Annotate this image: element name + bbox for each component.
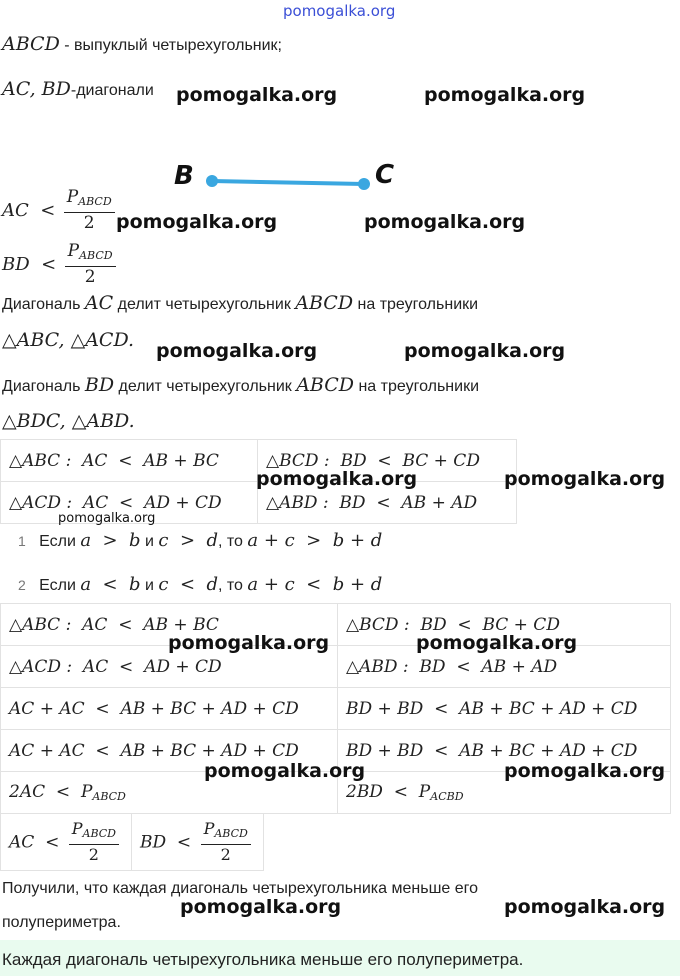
watermark[interactable]: pomogalka.org [364,211,526,233]
watermark[interactable]: pomogalka.org [176,84,338,106]
table-cell [1,814,132,871]
result-den: 2 [88,844,99,864]
paragraph-diagonal-bd [2,374,479,396]
ineq-bd-fraction [65,242,116,287]
para1-math-1: AC [84,292,114,314]
list-word: , то [218,577,248,594]
watermark[interactable]: pomogalka.org [204,760,366,782]
result-p: P [71,818,83,838]
list-math: a + c < b + d [247,574,383,595]
para2-math-2: ABCD [296,374,355,396]
watermark[interactable]: pomogalka.org [116,211,278,233]
result-sub: ABCD [82,826,116,840]
label-c: C [375,160,395,190]
ineq-bd-p: P [67,241,80,261]
diagonals-names: AC, BD [2,78,71,100]
intro-line-2 [2,78,154,100]
table-cell: △ABC : AC < AB + BC [1,440,258,482]
ineq-bd-sub: ABCD [79,249,113,262]
ineq-bd-lhs: BD < [2,254,57,275]
table-cell [131,814,263,871]
intro-text-1: - выпуклый четырехугольник; [59,37,282,54]
list-math: c > d [158,530,218,551]
table-cell: △BCD : BD < BC + CD [338,604,671,646]
ineq-ac [2,188,119,233]
result-lhs: BD < [139,832,192,852]
table-cell: △ACD : AC < AD + CD [1,482,258,524]
result-p: P [203,818,215,838]
watermark[interactable]: pomogalka.org [180,896,342,918]
segment-figure [170,160,410,200]
watermark[interactable]: pomogalka.org [416,632,578,654]
watermark[interactable]: pomogalka.org [504,760,666,782]
para2-post: на треугольники [354,378,479,395]
watermark[interactable]: pomogalka.org [424,84,586,106]
table-cell-sub: ABCD [92,790,126,803]
watermark[interactable]: pomogalka.org [504,468,666,490]
list-math: a > b [80,530,141,551]
list-word: Если [39,577,81,594]
list-word: Если [39,533,81,550]
watermark-top[interactable]: pomogalka.org [283,2,396,20]
para1-math-2: ABCD [295,292,354,314]
para2-mid: делит четырехугольник [114,378,297,395]
list-item [18,530,382,551]
para2-pre: Диагональ [2,378,85,395]
result-lhs: AC < [9,832,60,852]
table-cell: AC + AC < AB + BC + AD + CD [1,730,338,772]
watermark[interactable]: pomogalka.org [404,340,566,362]
para1-mid: делит четырехугольник [113,296,296,313]
point-b-dot [206,175,218,187]
ineq-ac-lhs: AC < [2,200,56,221]
para2-math-1: BD [84,374,115,396]
segment-bc-drawing [170,160,410,200]
list-word: , то [218,533,248,550]
ineq-ac-sub: ABCD [78,195,112,208]
ineq-bd [2,242,120,287]
result-fraction [69,820,119,865]
triangles-1: △ABC, △ACD. [2,329,135,351]
table-cell-lhs: 2BD < P [346,782,431,802]
table-cell: BD + BD < AB + BC + AD + CD [338,730,671,772]
table-row [1,814,264,871]
intro-line-1 [2,33,282,55]
quad-name: ABCD [2,33,60,55]
list-math: c < d [158,574,218,595]
watermark[interactable]: pomogalka.org [168,632,330,654]
list-math: a + c > b + d [247,530,383,551]
ineq-ac-fraction [64,188,115,233]
table-cell: AC + AC < AB + BC + AD + CD [1,688,338,730]
table-cell: △BCD : BD < BC + CD [258,440,517,482]
list-item [18,574,382,595]
result-fraction [201,820,251,865]
conclusion-line-2: полупериметра. [2,914,121,931]
paragraph-diagonal-ac [2,292,478,314]
table-cell: BD + BD < AB + BC + AD + CD [338,688,671,730]
triangles-2: △BDC, △ABD. [2,410,135,432]
list-word: и [140,533,159,550]
label-b: B [174,161,194,191]
list-math: a < b [80,574,141,595]
point-c-dot [358,178,370,190]
watermark[interactable]: pomogalka.org [504,896,666,918]
para1-post: на треугольники [353,296,479,313]
list-word: и [140,577,159,594]
table-row [1,688,671,730]
watermark[interactable]: pomogalka.org [256,468,418,490]
result-den: 2 [220,844,231,864]
table-cell: △ACD : AC < AD + CD [1,646,338,688]
table-cell: △ABD : BD < AB + AD [258,482,517,524]
intro-text-2: -диагонали [70,82,154,99]
watermark-small[interactable]: pomogalka.org [58,511,156,526]
answer-box: Каждая диагональ четырехугольника меньше его полупериметра. [0,940,680,976]
table-cell: △ABC : AC < AB + BC [1,604,338,646]
result-table [0,813,264,871]
list-number: 2 [18,577,26,593]
table-cell: △ABD : BD < AB + AD [338,646,671,688]
para1-pre: Диагональ [2,296,85,313]
conclusion-line-1: Получили, что каждая диагональ четырехугольника меньше его [2,880,479,897]
ineq-ac-den: 2 [83,213,95,233]
ineq-bd-den: 2 [84,267,96,287]
watermark[interactable]: pomogalka.org [156,340,318,362]
table-cell-sub: ACBD [430,790,464,803]
segment-bc-line [212,181,364,184]
ineq-ac-p: P [66,187,79,207]
table-cell-lhs: 2AC < P [9,782,93,802]
result-sub: ABCD [214,826,248,840]
list-number: 1 [18,533,26,549]
